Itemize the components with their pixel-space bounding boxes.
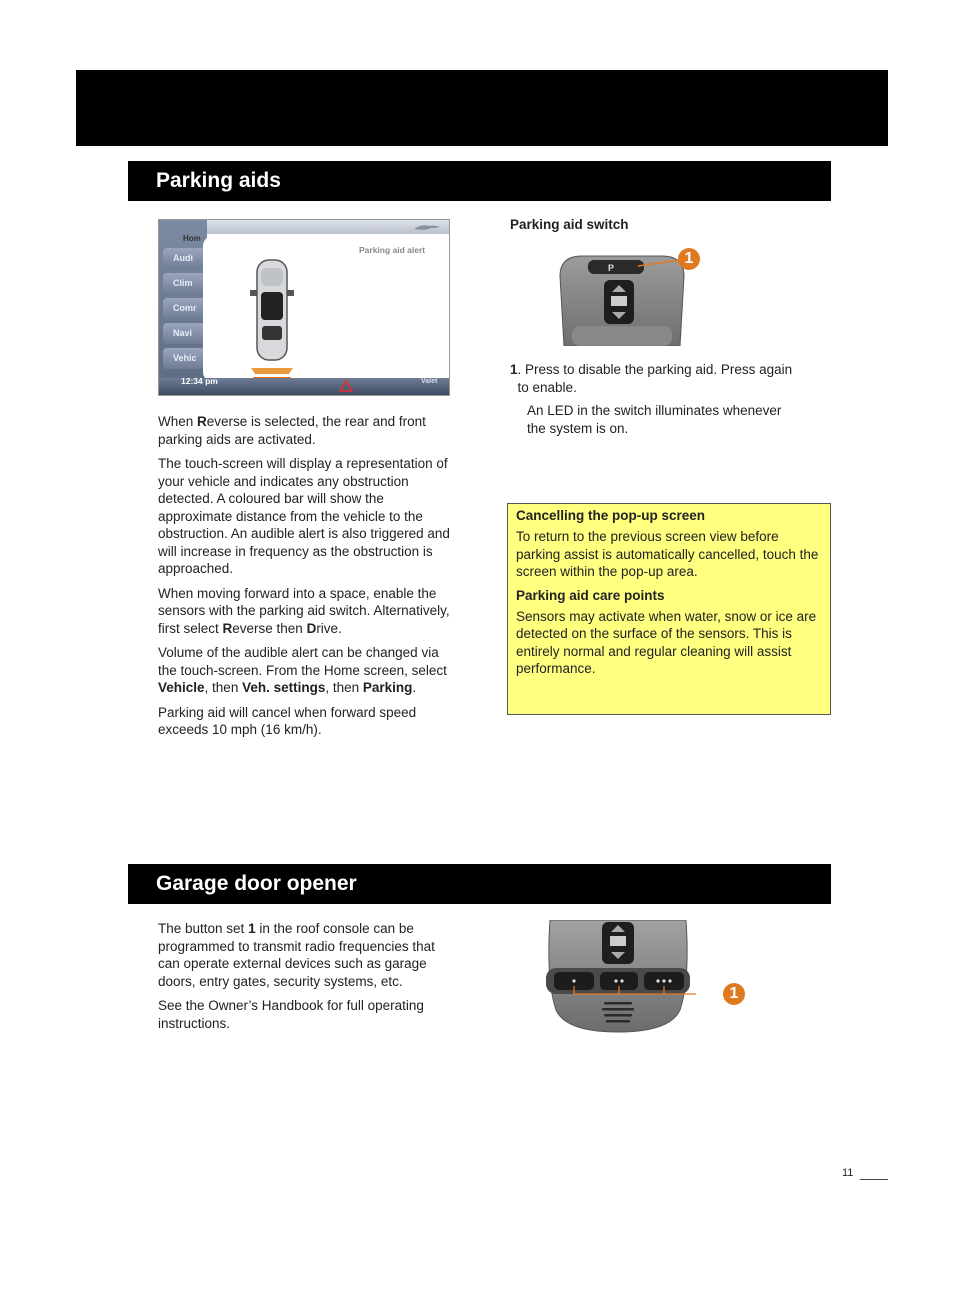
paragraph-reverse: When Reverse is selected, the rear and front parking aids are activated. (158, 414, 426, 447)
parking-aid-switch-illustration (546, 252, 698, 346)
paragraph-volume: Volume of the audible alert can be changed via the touch-screen. From the Home screen, select Vehicle, then Veh. settings, then Parking. (158, 645, 447, 695)
menu-item-climate: Clim (163, 273, 205, 294)
page-number: 11 (842, 1167, 854, 1179)
note-box (507, 503, 831, 715)
screen-menu-column (159, 220, 207, 395)
svg-text:P: P (608, 263, 615, 273)
parking-alert-popup (203, 236, 449, 382)
switch-callout-1: 1 (678, 248, 700, 270)
page-number-rule (860, 1179, 888, 1180)
console-callout-1: 1 (723, 983, 745, 1005)
garage-body (158, 920, 448, 1039)
touch-screen-illustration (158, 219, 450, 396)
warning-triangle-icon (339, 380, 353, 392)
section-title-garage-door-opener: Garage door opener (128, 864, 831, 904)
note-paragraph-care: Sensors may activate when water, snow or ice are detected on the surface of the sensors. This is entirely normal and regular cleaning will assist performance. (516, 608, 817, 676)
screen-valet-label: Valet (421, 378, 438, 385)
screen-home-label: Hom (183, 234, 201, 243)
parking-aid-switch-title: Parking aid switch (510, 217, 629, 232)
switch-description (510, 361, 800, 437)
screen-clock: 12:34 pm (181, 376, 218, 386)
paragraph-forward: When moving forward into a space, enable the sensors with the parking aid switch. Alternatively, first select Reverse then Drive. (158, 585, 450, 636)
note-paragraph-cancel: To return to the previous screen view before parking assist is automatically cancelled, touch the screen within the pop-up area. (516, 529, 819, 579)
paragraph-cancel: Parking aid will cancel when forward speed exceeds 10 mph (16 km/h). (158, 704, 417, 737)
switch-list-text: . Press to disable the parking aid. Press again to enable. (517, 362, 793, 395)
switch-list-number: 1 (510, 362, 518, 377)
paragraph-touch-screen: The touch-screen will display a representation of your vehicle and indicates any obstruction detected. A coloured bar will show the approximate distance from the vehicle to the obstruction. An audible alert is also triggered and will increase in frequency as the obstruction is approached. (158, 456, 450, 576)
paragraph-button-set: The button set 1 in the roof console can be programmed to transmit radio frequencies that can operate external devices such as garage doors, entry gates, security systems, etc. (158, 921, 435, 989)
paragraph-handbook: See the Owner’s Handbook for full operating instructions. (158, 998, 424, 1031)
menu-item-navigation: Navi (163, 323, 205, 344)
jaguar-logo-icon (413, 223, 441, 232)
section-title-parking-aids: Parking aids (128, 161, 831, 201)
switch-list-item (510, 361, 800, 396)
note-heading-cancel: Cancelling the pop-up screen (516, 508, 706, 523)
roof-console-illustration (540, 920, 696, 1034)
menu-item-vehicle: Vehic (163, 348, 205, 369)
menu-item-audio: Audi (163, 248, 205, 269)
car-top-view-icon (243, 256, 299, 386)
page-header-bar (76, 70, 888, 146)
menu-item-comms: Comr (163, 298, 205, 319)
note-heading-care: Parking aid care points (516, 587, 665, 603)
switch-led-note: An LED in the switch illuminates whenever the system is on. (527, 403, 782, 436)
parking-alert-title: Parking aid alert (359, 245, 426, 255)
parking-aids-body (158, 413, 452, 746)
